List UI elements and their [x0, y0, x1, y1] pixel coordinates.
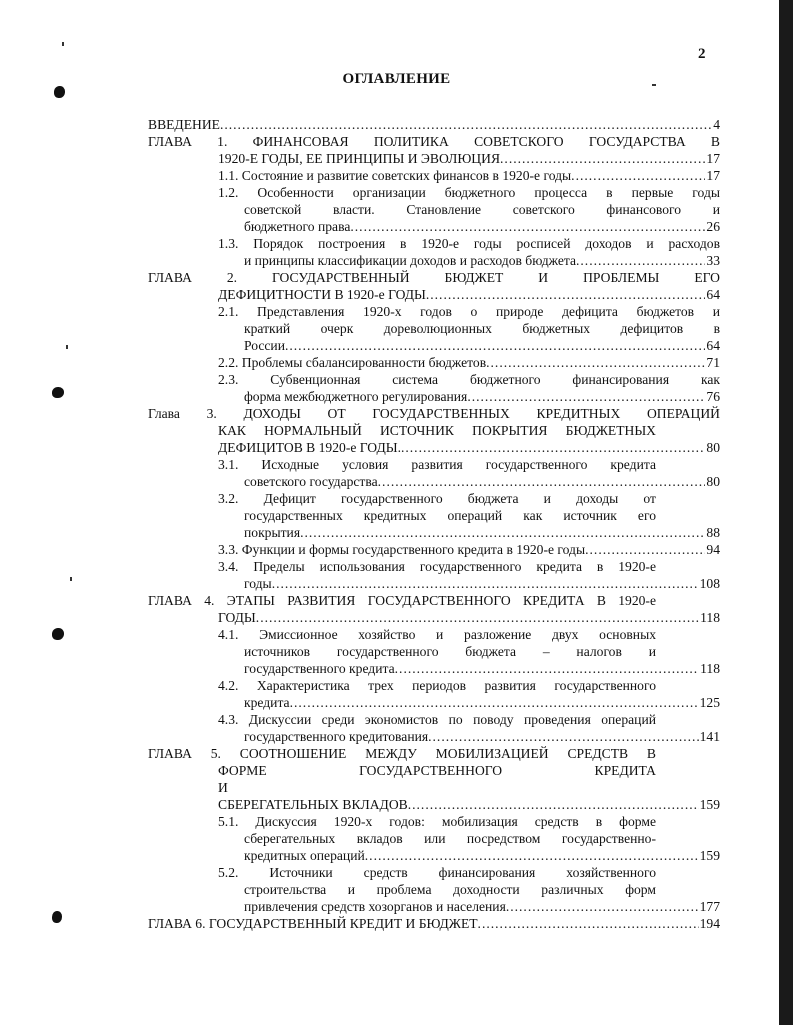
toc-entry-page: 108 [699, 576, 720, 591]
toc-section-title: 3.3. Функции и формы государственного кредита в 1920-е годы [218, 542, 586, 557]
toc-entry-page: 118 [700, 610, 720, 625]
toc-section-title: 5.1. Дискуссия 1920-х годов: мобилизация средств в форме [218, 814, 656, 829]
toc-chapter-title: ГЛАВА 6. ГОСУДАРСТВЕННЫЙ КРЕДИТ И БЮДЖЕТ [148, 916, 478, 931]
toc-entry-page: 80 [706, 440, 720, 455]
toc-chapter-title-cont: КАК НОРМАЛЬНЫЙ ИСТОЧНИК ПОКРЫТИЯ БЮДЖЕТНЫХ [218, 423, 656, 438]
table-of-contents [148, 116, 720, 932]
toc-chapter-title: Глава 3. ДОХОДЫ ОТ ГОСУДАРСТВЕННЫХ КРЕДИТНЫХ ОПЕРАЦИЙ [148, 406, 720, 421]
punch-hole [52, 387, 64, 398]
toc-chapter-title-cont: 1920-Е ГОДЫ, ЕЕ ПРИНЦИПЫ И ЭВОЛЮЦИЯ [218, 151, 501, 166]
toc-chapter-2 [148, 269, 720, 303]
toc-section-title: 4.1. Эмиссионное хозяйство и разложение двух основных [218, 627, 656, 642]
toc-section-title: 4.2. Характеристика трех периодов развития государственного [218, 678, 656, 693]
toc-entry-page: 80 [706, 474, 720, 489]
toc-entry-page: 94 [706, 542, 720, 557]
toc-section-4-1 [218, 626, 720, 677]
toc-entry-page: 71 [706, 355, 720, 370]
toc-section-2-3 [218, 371, 720, 405]
toc-entry-page: 64 [706, 287, 720, 302]
toc-section-title-cont: кредита [244, 695, 290, 710]
toc-section-title-cont: покрытия [244, 525, 301, 540]
toc-section-title-cont: источников государственного бюджета – налогов и [244, 644, 656, 659]
toc-entry-title: ВВЕДЕНИЕ [148, 117, 220, 132]
toc-section-title-cont: форма межбюджетного регулирования [244, 389, 468, 404]
toc-chapter-title: ГЛАВА 1. ФИНАНСОВАЯ ПОЛИТИКА СОВЕТСКОГО ГОСУДАРСТВА В [148, 134, 720, 149]
toc-entry-page: 194 [699, 916, 720, 931]
toc-section-title-cont: привлечения средств хозорганов и населения [244, 899, 506, 914]
toc-section-title: 3.1. Исходные условия развития государственного кредита [218, 457, 656, 472]
toc-section-title-cont: советской власти. Становление советского финансового и [244, 202, 720, 217]
toc-section-title: 2.1. Представления 1920-х годов о природе дефицита бюджетов и [218, 304, 720, 319]
toc-entry-page: 17 [706, 168, 720, 183]
toc-section-title: 1.2. Особенности организации бюджетного процесса в первые годы [218, 185, 720, 200]
toc-section-title-cont: бюджетного права [244, 219, 351, 234]
toc-entry-page: 177 [699, 899, 720, 914]
toc-entry-page: 88 [706, 525, 720, 540]
toc-chapter-title-cont: СБЕРЕГАТЕЛЬНЫХ ВКЛАДОВ [218, 797, 408, 812]
toc-entry-page: 159 [699, 848, 720, 863]
toc-chapter-1 [148, 133, 720, 167]
toc-section-4-2 [218, 677, 720, 711]
toc-section-title: 2.3. Субвенционная система бюджетного финансирования как [218, 372, 720, 387]
toc-entry-page: 17 [706, 151, 720, 166]
toc-section-3-1 [218, 456, 720, 490]
toc-section-title-cont: государственных кредитных операций как источник его [244, 508, 656, 523]
toc-section-title-cont: государственного кредитования [244, 729, 429, 744]
scan-speck [70, 577, 72, 581]
toc-chapter-title: ГЛАВА 2. ГОСУДАРСТВЕННЫЙ БЮДЖЕТ И ПРОБЛЕМЫ ЕГО [148, 270, 720, 285]
page-number: 2 [698, 46, 706, 62]
scan-speck [62, 42, 64, 46]
toc-chapter-title-cont: ДЕФИЦИТОВ В 1920-е ГОДЫ. [218, 440, 401, 455]
toc-section-title: 1.3. Порядок построения в 1920-е годы росписей доходов и расходов [218, 236, 720, 251]
toc-section-title-cont: государственного кредита [244, 661, 395, 676]
toc-section-title: 1.1. Состояние и развитие советских финансов в 1920-е годы [218, 168, 572, 183]
toc-chapter-6 [148, 915, 720, 932]
scan-speck [66, 345, 68, 349]
scan-page-edge [779, 0, 793, 1025]
toc-section-title-cont: кредитных операций [244, 848, 365, 863]
toc-section-title-cont: России [244, 338, 285, 353]
toc-section-title-cont: строительства и проблема доходности различных форм [244, 882, 656, 897]
toc-section-1-1 [218, 167, 720, 184]
toc-entry-page: 76 [706, 389, 720, 404]
toc-chapter-3 [148, 405, 720, 456]
toc-section-title-cont: сберегательных вкладов или посредством государственно- [244, 831, 656, 846]
toc-entry-intro [148, 116, 720, 133]
toc-section-1-3 [218, 235, 720, 269]
toc-entry-page: 64 [706, 338, 720, 353]
toc-section-title: 3.2. Дефицит государственного бюджета и доходы от [218, 491, 656, 506]
toc-chapter-title: ГЛАВА 4. ЭТАПЫ РАЗВИТИЯ ГОСУДАРСТВЕННОГО КРЕДИТА В 1920-е [148, 593, 656, 608]
toc-entry-page: 26 [706, 219, 720, 234]
toc-entry-page: 125 [699, 695, 720, 710]
toc-entry-page: 4 [713, 117, 720, 132]
toc-section-title: 5.2. Источники средств финансирования хозяйственного [218, 865, 656, 880]
punch-hole [52, 911, 62, 923]
toc-section-title-cont: и принципы классификации доходов и расходов бюджета [244, 253, 576, 268]
toc-section-title: 4.3. Дискуссии среди экономистов по поводу проведения операций [218, 712, 656, 727]
punch-hole [52, 628, 64, 640]
toc-section-2-2 [218, 354, 720, 371]
toc-section-title-cont: краткий очерк дореволюционных бюджетных дефицитов в [244, 321, 720, 336]
toc-chapter-title-cont: ФОРМЕ ГОСУДАРСТВЕННОГО КРЕДИТА И [218, 763, 656, 795]
toc-chapter-title-cont: ГОДЫ [218, 610, 256, 625]
toc-section-title: 3.4. Пределы использования государственного кредита в 1920-е [218, 559, 656, 574]
toc-section-3-2 [218, 490, 720, 541]
toc-section-4-3 [218, 711, 720, 745]
toc-section-title-cont: годы [244, 576, 272, 591]
toc-entry-page: 33 [706, 253, 720, 268]
toc-section-title: 2.2. Проблемы сбалансированности бюджетов [218, 355, 487, 370]
toc-section-title-cont: советского государства [244, 474, 378, 489]
page-title: ОГЛАВЛЕНИЕ [342, 71, 451, 87]
toc-chapter-5 [148, 745, 720, 813]
toc-section-1-2 [218, 184, 720, 235]
toc-section-5-2 [218, 864, 720, 915]
toc-entry-page: 141 [699, 729, 720, 744]
toc-section-3-4 [218, 558, 720, 592]
toc-section-5-1 [218, 813, 720, 864]
toc-section-2-1 [218, 303, 720, 354]
toc-section-3-3 [218, 541, 720, 558]
toc-entry-page: 118 [700, 661, 720, 676]
toc-chapter-title-cont: ДЕФИЦИТНОСТИ В 1920-е ГОДЫ [218, 287, 426, 302]
toc-chapter-4 [148, 592, 720, 626]
toc-chapter-title: ГЛАВА 5. СООТНОШЕНИЕ МЕЖДУ МОБИЛИЗАЦИЕЙ СРЕДСТВ В [148, 746, 656, 761]
toc-entry-page: 159 [699, 797, 720, 812]
